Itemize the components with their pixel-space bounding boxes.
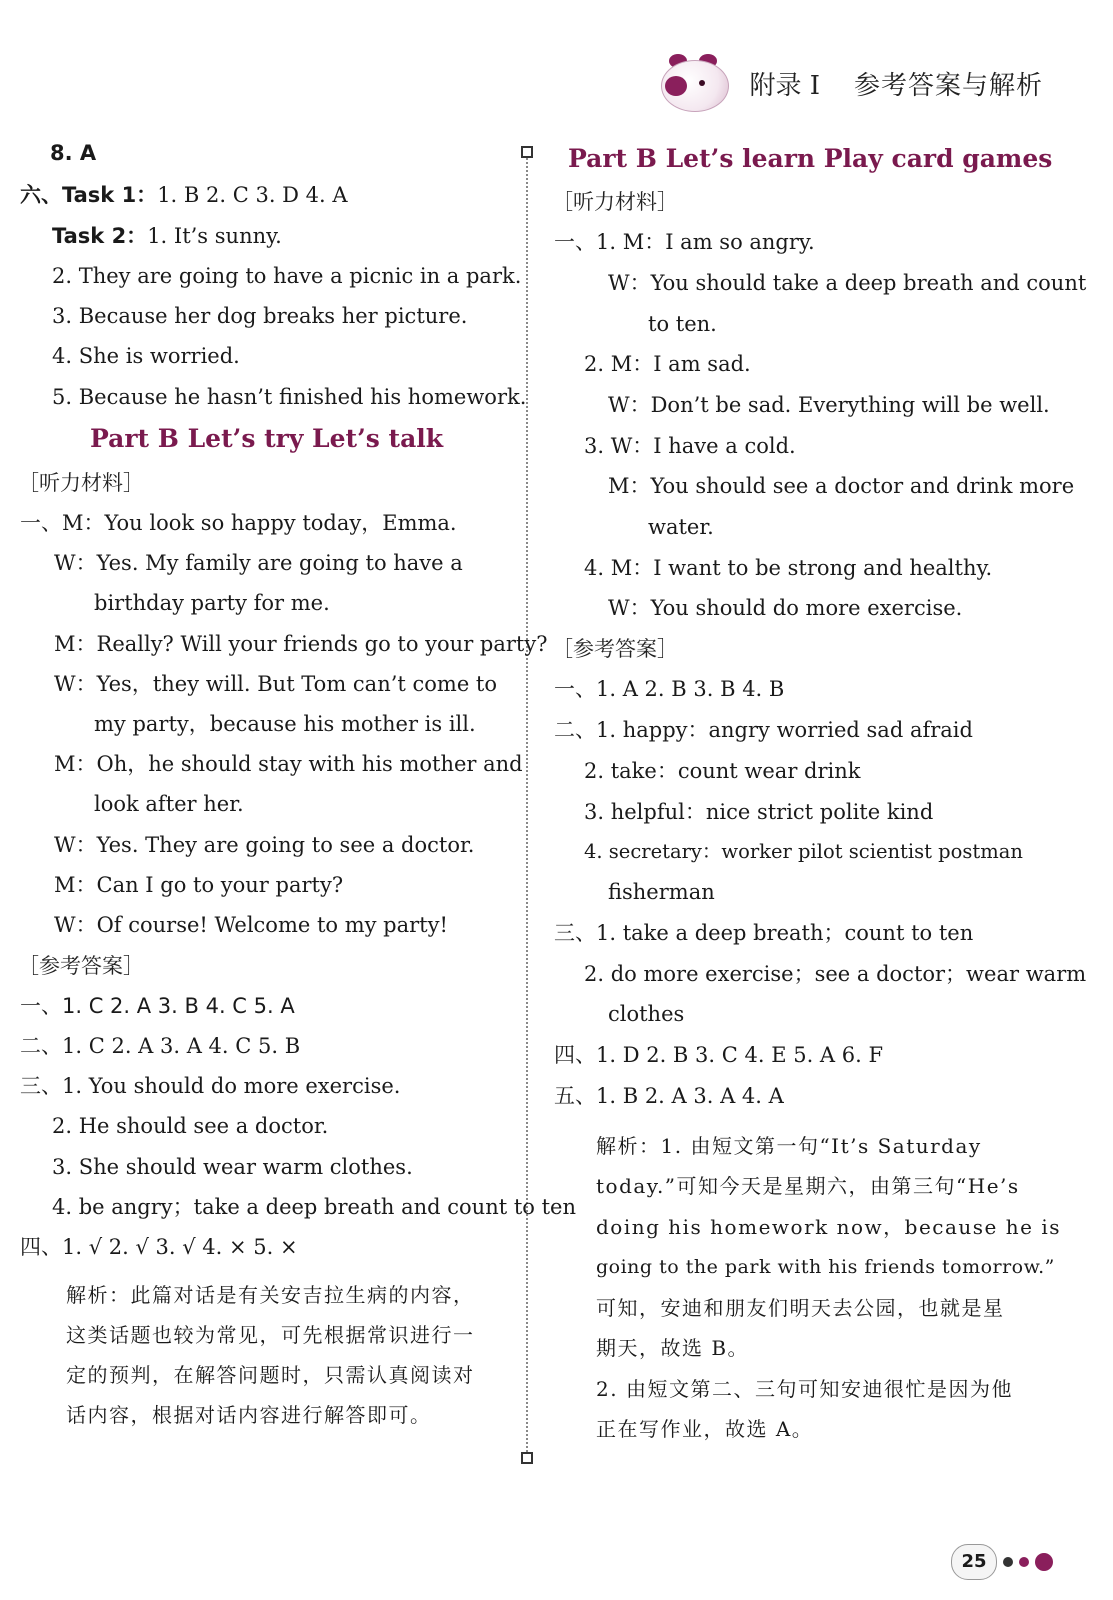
answer-line: 4. secretary：worker pilot scientist postman — [584, 840, 1023, 863]
answer-line: 三、1. take a deep breath；count to ten — [554, 921, 974, 945]
answer-line: fisherman — [608, 880, 715, 904]
section-heading: Part B Let’s learn Play card games — [568, 144, 1053, 173]
dot-icon — [1019, 1557, 1029, 1567]
dialogue-line: W：Yes，they will. But Tom can’t come to — [54, 672, 498, 696]
dialogue-line: 2. M：I am sad. — [584, 352, 751, 376]
dialogue-line: 一、M：You look so happy today，Emma. — [20, 511, 457, 535]
column-divider — [526, 150, 528, 1460]
dialogue-line: M：You should see a doctor and drink more — [608, 474, 1075, 498]
dialogue-line: W：Don’t be sad. Everything will be well. — [608, 393, 1050, 417]
analysis-line: today.”可知今天是星期六，由第三句“He’s — [596, 1174, 1020, 1198]
page-footer — [951, 1544, 1053, 1580]
answer-line: 四、1. D 2. B 3. C 4. E 5. A 6. F — [554, 1043, 884, 1067]
dialogue-line: birthday party for me. — [94, 591, 330, 615]
answer-line: 二、1. C 2. A 3. A 4. C 5. B — [20, 1034, 301, 1058]
analysis-line: 正在写作业，故选 A。 — [596, 1417, 814, 1441]
section-title: 参考答案与解析 — [853, 70, 1043, 101]
dialogue-line: 4. M：I want to be strong and healthy. — [584, 556, 993, 580]
analysis-line: doing his homework now，because he is — [596, 1215, 1061, 1239]
dialogue-line: M：Really? Will your friends go to your party? — [54, 632, 548, 656]
appendix-label: 附录 I — [749, 70, 820, 101]
dot-icon — [1035, 1553, 1053, 1571]
answer-line: 3. helpful：nice strict polite kind — [584, 800, 934, 824]
dialogue-line: M：Oh，he should stay with his mother and — [54, 752, 523, 776]
answers-label: ［参考答案］ — [18, 954, 144, 978]
divider-bottom-marker — [521, 1452, 533, 1464]
answer-line: 2. They are going to have a picnic in a park. — [52, 264, 522, 288]
answer-line: Task 2：1. It’s sunny. — [52, 224, 282, 248]
analysis-line: 话内容，根据对话内容进行解答即可。 — [66, 1403, 432, 1427]
answer-line: 一、1. C 2. A 3. B 4. C 5. A — [20, 994, 295, 1018]
dialogue-line: 一、1. M：I am so angry. — [554, 230, 815, 254]
dialogue-line: W：Yes. My family are going to have a — [54, 551, 463, 575]
answer-line: 六、Task 1：1. B 2. C 3. D 4. A — [20, 183, 348, 207]
answer-line: 4. be angry；take a deep breath and count to ten — [52, 1195, 576, 1219]
answer-line: 三、1. You should do more exercise. — [20, 1074, 401, 1098]
listening-label: ［听力材料］ — [18, 471, 144, 495]
answer-line: 2. He should see a doctor. — [52, 1114, 329, 1138]
dialogue-line: W：You should take a deep breath and count — [608, 271, 1087, 295]
analysis-line: going to the park with his friends tomorrow.” — [596, 1256, 1055, 1278]
answer-line: 2. do more exercise；see a doctor；wear warm — [584, 962, 1087, 986]
answer-line: 3. She should wear warm clothes. — [52, 1155, 413, 1179]
dot-icon — [1003, 1557, 1013, 1567]
dialogue-line: 3. W：I have a cold. — [584, 434, 796, 458]
dialogue-line: look after her. — [94, 792, 244, 816]
answer-line: 2. take：count wear drink — [584, 759, 861, 783]
dialogue-line: W：You should do more exercise. — [608, 596, 963, 620]
dialogue-line: W：Yes. They are going to see a doctor. — [54, 833, 475, 857]
analysis-line: 可知，安迪和朋友们明天去公园，也就是星 — [596, 1296, 1005, 1320]
dialogue-line: my party，because his mother is ill. — [94, 712, 476, 736]
answers-label: ［参考答案］ — [552, 637, 678, 661]
answer-line: 5. Because he hasn’t finished his homework. — [52, 385, 527, 409]
answer-line: 一、1. A 2. B 3. B 4. B — [554, 677, 785, 701]
answer-line: clothes — [608, 1002, 685, 1026]
analysis-line: 期天，故选 B。 — [596, 1336, 750, 1360]
dialogue-line: water. — [648, 515, 714, 539]
answer-line: 4. She is worried. — [52, 344, 240, 368]
dialogue-line: W：Of course! Welcome to my party! — [54, 913, 448, 937]
dialogue-line: M：Can I go to your party? — [54, 873, 344, 897]
divider-top-marker — [521, 146, 533, 158]
dialogue-line: to ten. — [648, 312, 717, 336]
answer-line: 五、1. B 2. A 3. A 4. A — [554, 1084, 784, 1108]
analysis-line: 解析：此篇对话是有关安吉拉生病的内容， — [66, 1283, 475, 1307]
analysis-line: 解析：1. 由短文第一句“It’s Saturday — [596, 1134, 982, 1158]
analysis-line: 这类话题也较为常见，可先根据常识进行一 — [66, 1323, 475, 1347]
answer-line: 四、1. √ 2. √ 3. √ 4. × 5. × — [20, 1235, 298, 1259]
section-heading: Part B Let’s try Let’s talk — [90, 424, 444, 453]
answer-line: 3. Because her dog breaks her picture. — [52, 304, 468, 328]
analysis-line: 2. 由短文第二、三句可知安迪很忙是因为他 — [596, 1377, 1013, 1401]
panda-mascot-icon — [655, 52, 733, 114]
answer-line: 8. A — [50, 141, 97, 165]
page-header — [655, 48, 1043, 118]
page-number: 25 — [951, 1544, 997, 1580]
answer-line: 二、1. happy：angry worried sad afraid — [554, 718, 973, 742]
analysis-line: 定的预判，在解答问题时，只需认真阅读对 — [66, 1363, 475, 1387]
listening-label: ［听力材料］ — [552, 190, 678, 214]
